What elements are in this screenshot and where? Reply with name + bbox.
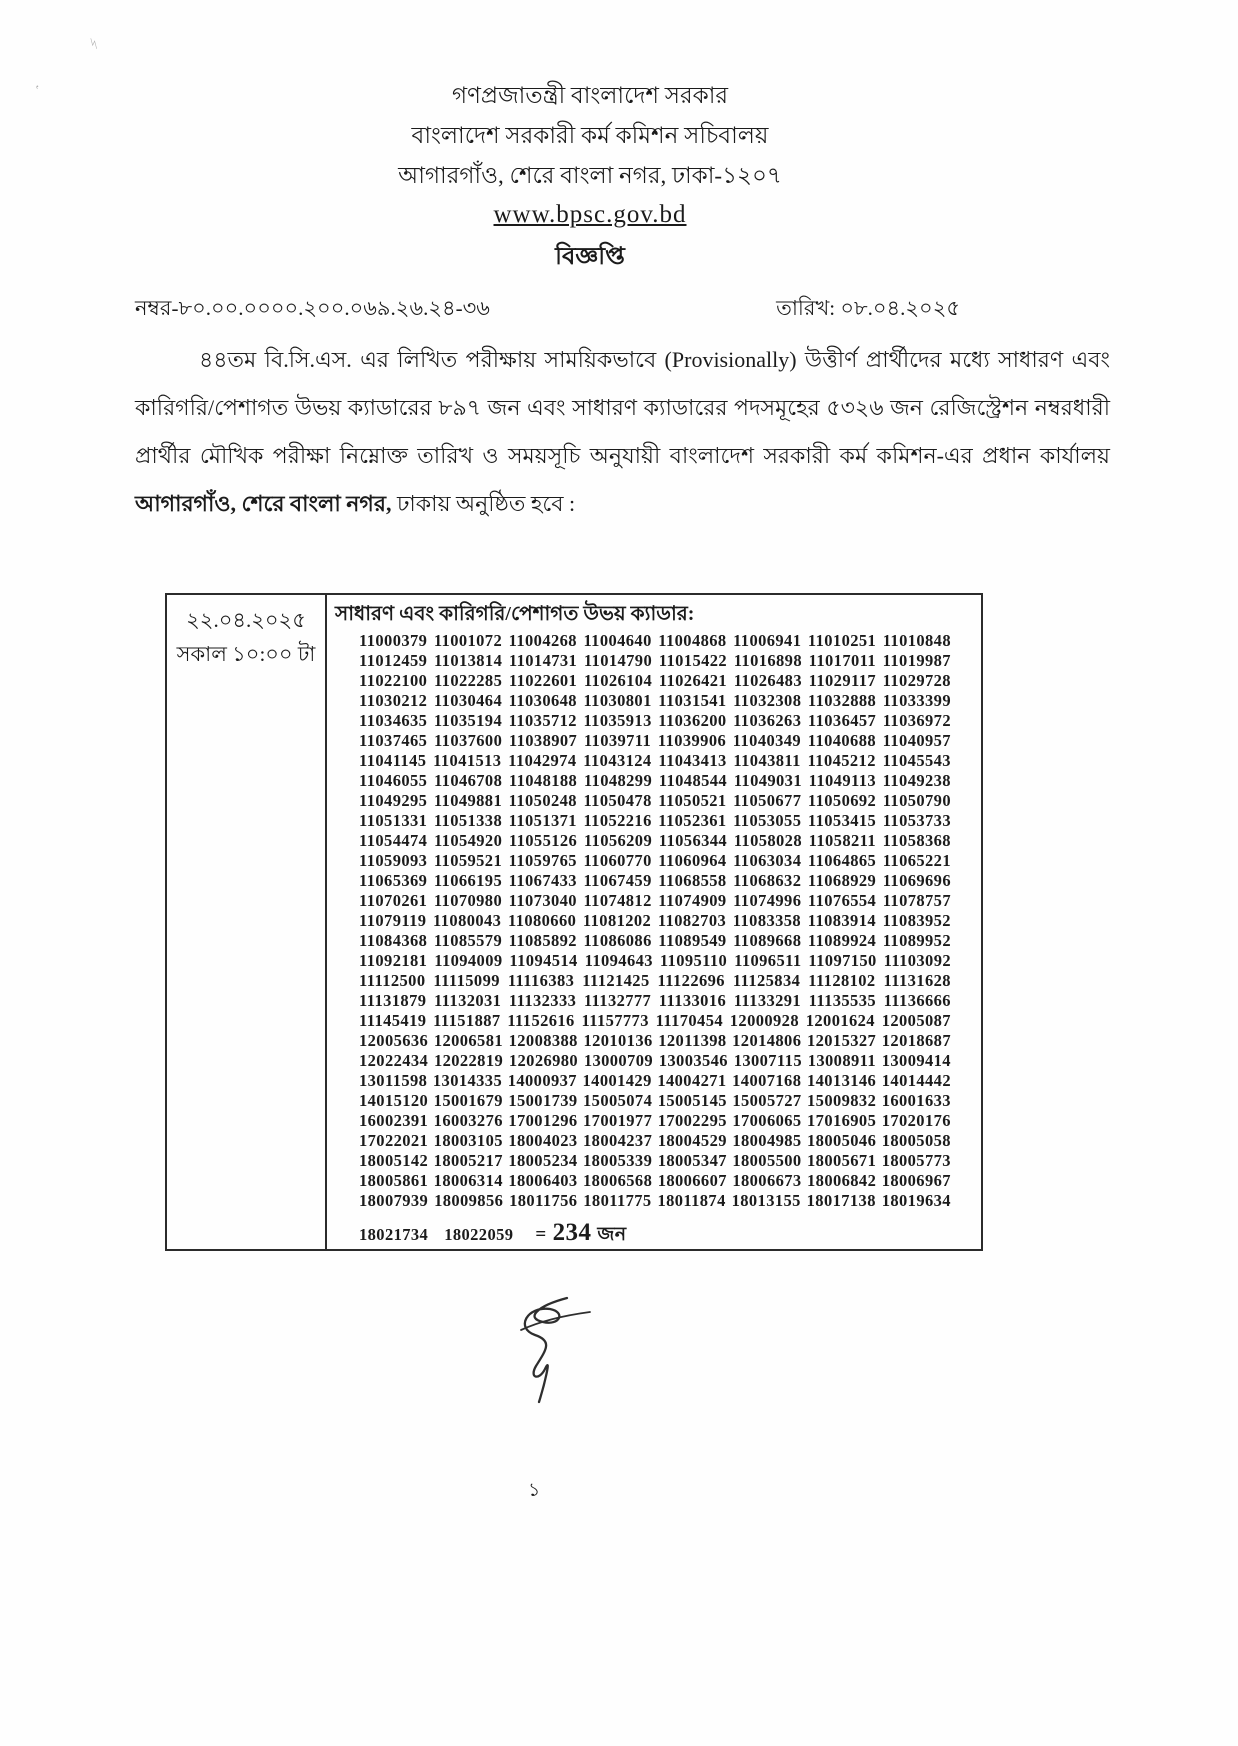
registration-number: 11068558	[658, 871, 727, 890]
pencil-mark: ᛋ	[88, 35, 100, 52]
registration-number: 11058028	[733, 831, 802, 850]
registration-number: 11069696	[882, 871, 951, 890]
registration-number: 11014790	[583, 651, 653, 670]
registration-number: 11070980	[433, 891, 503, 910]
registration-number: 11040349	[732, 731, 802, 750]
registration-number: 11012459	[359, 651, 428, 670]
registration-number: 18005861	[359, 1171, 429, 1190]
registration-number: 11065221	[882, 851, 951, 870]
registration-number: 11043124	[583, 751, 652, 770]
registration-number: 15001679	[433, 1091, 503, 1110]
registration-number: 11030212	[359, 691, 428, 710]
registration-number: 11068632	[733, 871, 802, 890]
registration-number: 11078757	[882, 891, 951, 910]
registration-number: 11080660	[507, 911, 577, 930]
signature-scribble	[505, 1288, 595, 1413]
registration-number: 14015120	[359, 1091, 429, 1110]
registration-row	[359, 971, 951, 991]
registration-number: 11060964	[658, 851, 727, 870]
registration-number: 11085892	[508, 931, 577, 950]
registration-number: 11145419	[359, 1011, 427, 1030]
registration-number: 11089952	[882, 931, 951, 950]
registration-number: 11010251	[807, 631, 877, 650]
registration-number: 12014806	[732, 1031, 802, 1050]
registration-number: 11030648	[508, 691, 577, 710]
registration-number: 11066195	[433, 871, 503, 890]
registration-number: 11036200	[658, 711, 727, 730]
registration-number: 17020176	[881, 1111, 951, 1130]
registration-number: 18004023	[508, 1131, 578, 1150]
registration-number: 11157773	[581, 1011, 649, 1030]
registration-number: 11004268	[508, 631, 577, 650]
registration-number: 11050248	[508, 791, 577, 810]
exam-date: ২২.০৪.২০২৫	[186, 608, 306, 632]
registration-number: 15005727	[732, 1091, 802, 1110]
registration-number: 18011756	[509, 1191, 578, 1210]
registration-number: 18009856	[434, 1191, 504, 1210]
registration-number: 11040957	[882, 731, 951, 750]
registration-number: 11128102	[808, 971, 876, 990]
registration-number: 17002295	[657, 1111, 727, 1130]
registration-number: 11059093	[359, 851, 428, 870]
registration-row	[359, 1091, 951, 1111]
registration-number: 12005636	[359, 1031, 429, 1050]
registration-number: 12006581	[433, 1031, 504, 1050]
registration-number: 11026483	[733, 671, 802, 690]
registration-number: 11060770	[583, 851, 652, 870]
registration-number: 11029728	[882, 671, 951, 690]
registration-number: 18004237	[583, 1131, 653, 1150]
registration-number: 13007115	[733, 1051, 802, 1070]
registration-number: 11046708	[433, 771, 503, 790]
registration-number: 18004985	[732, 1131, 802, 1150]
registration-number: 12018687	[881, 1031, 951, 1050]
website-text: www.bpsc.gov.bd	[493, 201, 687, 228]
registration-number: 12005087	[881, 1011, 951, 1030]
registration-number: 18006403	[508, 1171, 578, 1190]
registration-row	[359, 731, 951, 751]
registration-number: 11052216	[583, 811, 652, 830]
registration-number: 11082703	[657, 911, 727, 930]
registration-number: 14004271	[657, 1071, 727, 1090]
registration-number: 18006673	[732, 1171, 802, 1190]
registration-number: 11092181	[359, 951, 428, 970]
registration-number: 11032308	[733, 691, 802, 710]
registration-number: 11089668	[733, 931, 802, 950]
registration-number: 11037600	[433, 731, 503, 750]
registration-number: 11051331	[359, 811, 428, 830]
registration-number: 18006967	[881, 1171, 951, 1190]
registration-number: 12015327	[806, 1031, 877, 1050]
registration-row	[359, 751, 951, 771]
registration-number: 11004868	[658, 631, 727, 650]
registration-number: 11132333	[508, 991, 577, 1010]
registration-number: 18022059	[444, 1225, 514, 1244]
registration-number: 11001072	[433, 631, 503, 650]
registration-number: 11152616	[507, 1011, 575, 1030]
registration-row-last	[359, 1219, 951, 1246]
registration-number: 11017011	[808, 651, 877, 670]
registration-number: 11026104	[583, 671, 653, 690]
registration-number: 11131879	[359, 991, 427, 1010]
registration-number: 18005234	[508, 1151, 578, 1170]
registration-number: 11051338	[433, 811, 503, 830]
registration-number: 11022285	[433, 671, 503, 690]
registration-number: 11014731	[508, 651, 578, 670]
registration-number: 14000937	[507, 1071, 577, 1090]
registration-number: 11048299	[583, 771, 653, 790]
registration-number: 11050478	[583, 791, 652, 810]
registration-row	[359, 991, 951, 1011]
registration-number: 11048544	[658, 771, 728, 790]
registration-number: 11050521	[658, 791, 727, 810]
registration-number: 11084368	[359, 931, 428, 950]
registration-number: 11049295	[359, 791, 428, 810]
total-count: = 234 জন	[535, 1219, 627, 1246]
registration-number: 12008388	[508, 1031, 578, 1050]
registration-number: 18005217	[433, 1151, 503, 1170]
registration-number: 13008911	[807, 1051, 877, 1070]
body-paragraph	[135, 336, 1110, 528]
notice-title: বিজ্ঞপ্তি	[555, 244, 625, 270]
registration-number: 18004529	[657, 1131, 727, 1150]
registration-number: 16003276	[433, 1111, 503, 1130]
registration-number: 14014442	[881, 1071, 951, 1090]
registration-number: 18006314	[433, 1171, 503, 1190]
registration-number: 18005058	[881, 1131, 951, 1150]
registration-number: 17001296	[508, 1111, 578, 1130]
registration-number: 11170454	[655, 1011, 724, 1030]
registration-number: 11049238	[882, 771, 951, 790]
registration-number: 11054474	[359, 831, 428, 850]
registration-number: 11022100	[359, 671, 428, 690]
registration-number: 11074909	[658, 891, 727, 910]
registration-number: 11068929	[807, 871, 877, 890]
registration-row	[359, 931, 951, 951]
registration-number: 11112500	[359, 971, 426, 990]
registration-number: 11133291	[733, 991, 802, 1010]
registration-row	[359, 851, 951, 871]
registration-number: 11059765	[508, 851, 577, 870]
registration-number: 12022819	[433, 1051, 504, 1070]
registration-number: 14013146	[806, 1071, 877, 1090]
registration-number: 11043413	[658, 751, 727, 770]
registration-number: 11030464	[433, 691, 503, 710]
registration-number: 11056209	[583, 831, 653, 850]
registration-row	[359, 1031, 951, 1051]
exam-time: সকাল ১০:০০ টা	[176, 642, 316, 666]
registration-number: 11051371	[508, 811, 577, 830]
registration-number: 11016898	[733, 651, 802, 670]
registration-number: 11039711	[583, 731, 652, 750]
registration-number: 11038907	[508, 731, 578, 750]
registration-number: 15005145	[657, 1091, 727, 1110]
registration-number: 18005046	[807, 1131, 877, 1150]
registration-number: 11042974	[508, 751, 577, 770]
registration-number: 12026980	[508, 1051, 579, 1070]
registration-row	[359, 1151, 951, 1171]
registration-number: 11097150	[808, 951, 877, 970]
registration-number: 11055126	[508, 831, 578, 850]
cadre-cell	[327, 595, 981, 1249]
issue-date: তারিখ: ০৮.০৪.২০২৫	[776, 296, 960, 320]
registration-number: 11115099	[433, 971, 500, 990]
registration-number: 18005339	[583, 1151, 653, 1170]
registration-number: 18021734	[359, 1225, 429, 1244]
registration-number: 11041513	[433, 751, 502, 770]
registration-number: 11094009	[434, 951, 503, 970]
registration-number: 11036972	[882, 711, 951, 730]
schedule-table	[165, 593, 983, 1251]
registration-number: 11136666	[883, 991, 951, 1010]
registration-number: 12010136	[583, 1031, 653, 1050]
registration-number: 11065369	[359, 871, 428, 890]
registration-number: 15009832	[807, 1091, 877, 1110]
registration-number: 18005500	[732, 1151, 802, 1170]
registration-number: 11045543	[882, 751, 951, 770]
registration-number: 18005142	[359, 1151, 429, 1170]
registration-number: 11058368	[882, 831, 951, 850]
registration-row	[359, 691, 951, 711]
registration-number: 11034635	[359, 711, 428, 730]
registration-number: 11010848	[882, 631, 951, 650]
registration-number: 13009414	[881, 1051, 951, 1070]
registration-number: 11095110	[659, 951, 728, 970]
registration-row	[359, 1131, 951, 1151]
cadre-header: সাধারণ এবং কারিগরি/পেশাগত উভয় ক্যাডার:	[335, 603, 695, 625]
registration-number: 11030801	[583, 691, 652, 710]
registration-number: 11076554	[807, 891, 877, 910]
registration-number: 17022021	[359, 1131, 429, 1150]
registration-number: 11151887	[433, 1011, 501, 1030]
registration-number: 11083914	[807, 911, 877, 930]
registration-number: 11094514	[509, 951, 578, 970]
paragraph-bold-location: আগারগাঁও, শেরে বাংলা নগর,	[135, 491, 392, 516]
registration-number: 11081202	[582, 911, 652, 930]
registration-number: 13003546	[658, 1051, 728, 1070]
registration-number: 12022434	[359, 1051, 429, 1070]
org-address-line: আগারগাঁও, শেরে বাংলা নগর, ঢাকা-১২০৭	[398, 163, 782, 188]
registration-number: 14001429	[582, 1071, 652, 1090]
registration-number: 15001739	[508, 1091, 578, 1110]
registration-number: 11045212	[807, 751, 876, 770]
registration-number: 11053415	[807, 811, 877, 830]
registration-number: 11085579	[433, 931, 503, 950]
registration-number: 11000379	[359, 631, 428, 650]
registration-number: 11133016	[658, 991, 727, 1010]
paragraph-tail: ঢাকায় অনুষ্ঠিত হবে :	[391, 491, 576, 516]
registration-number: 11049113	[808, 771, 877, 790]
registration-number: 11089549	[658, 931, 727, 950]
registration-number: 11053733	[882, 811, 951, 830]
registration-number: 11125834	[732, 971, 801, 990]
registration-number: 11039906	[657, 731, 727, 750]
registration-row	[359, 831, 951, 851]
registration-number: 11064865	[807, 851, 877, 870]
registration-number: 16002391	[359, 1111, 429, 1130]
registration-number: 17001977	[583, 1111, 653, 1130]
registration-number: 11089924	[807, 931, 877, 950]
registration-row	[359, 791, 951, 811]
registration-number: 15005074	[583, 1091, 653, 1110]
registration-number: 18017138	[806, 1191, 876, 1210]
registration-number: 11074996	[733, 891, 802, 910]
registration-number: 18013155	[731, 1191, 801, 1210]
registration-number: 11036457	[807, 711, 877, 730]
registration-grid	[359, 631, 951, 1245]
registration-number: 11080043	[433, 911, 502, 930]
registration-number: 11029117	[808, 671, 877, 690]
registration-row	[359, 1111, 951, 1131]
registration-number: 11006941	[733, 631, 802, 650]
pencil-mark: ʽ	[31, 81, 41, 98]
registration-number: 14007168	[732, 1071, 802, 1090]
registration-number: 11054920	[433, 831, 503, 850]
registration-row	[359, 1011, 951, 1031]
registration-number: 11096511	[734, 951, 802, 970]
registration-number: 11135535	[808, 991, 877, 1010]
registration-number: 17006065	[732, 1111, 802, 1130]
registration-number: 11131628	[883, 971, 951, 990]
registration-number: 18019634	[881, 1191, 951, 1210]
registration-number: 11050790	[882, 791, 951, 810]
registration-number: 18007939	[359, 1191, 429, 1210]
registration-number: 11015422	[658, 651, 728, 670]
registration-number: 11063034	[733, 851, 802, 870]
registration-row	[359, 671, 951, 691]
registration-number: 12001624	[805, 1011, 875, 1030]
registration-number: 11121425	[582, 971, 650, 990]
registration-number: 11050677	[733, 791, 802, 810]
registration-number: 11043811	[733, 751, 801, 770]
registration-number: 11032888	[807, 691, 877, 710]
letterhead	[0, 76, 1180, 278]
registration-number: 11052361	[658, 811, 727, 830]
registration-row	[359, 651, 951, 671]
registration-number: 11004640	[583, 631, 652, 650]
registration-number: 11132031	[433, 991, 502, 1010]
reference-row	[135, 292, 960, 327]
registration-number: 11056344	[658, 831, 728, 850]
registration-number: 11053055	[733, 811, 802, 830]
registration-number: 11035194	[433, 711, 503, 730]
registration-number: 18005773	[881, 1151, 951, 1170]
page-number: ১	[528, 1480, 541, 1501]
registration-row	[359, 951, 951, 971]
registration-number: 11041145	[359, 751, 427, 770]
org-name-line1: গণপ্রজাতন্ত্রী বাংলাদেশ সরকার	[451, 83, 729, 108]
registration-row	[359, 1071, 951, 1091]
registration-row	[359, 891, 951, 911]
registration-number: 11049881	[433, 791, 503, 810]
registration-number: 11132777	[583, 991, 652, 1010]
registration-number: 11086086	[583, 931, 652, 950]
registration-number: 11036263	[733, 711, 802, 730]
registration-number: 11019987	[882, 651, 951, 670]
registration-number: 12011398	[658, 1031, 727, 1050]
registration-row	[359, 771, 951, 791]
registration-number: 18005347	[657, 1151, 727, 1170]
registration-number: 11079119	[359, 911, 427, 930]
registration-number: 12000928	[729, 1011, 799, 1030]
registration-row	[359, 711, 951, 731]
registration-number: 11050692	[807, 791, 877, 810]
registration-number: 18005671	[807, 1151, 877, 1170]
registration-number: 11040688	[807, 731, 877, 750]
registration-row	[359, 1171, 951, 1191]
registration-number: 11031541	[658, 691, 727, 710]
registration-row	[359, 1191, 951, 1211]
registration-number: 11035712	[508, 711, 577, 730]
registration-row	[359, 1051, 951, 1071]
registration-number: 13014335	[432, 1071, 503, 1090]
registration-number: 11022601	[508, 671, 578, 690]
registration-number: 11073040	[508, 891, 577, 910]
registration-number: 11013814	[433, 651, 503, 670]
registration-number: 18006842	[807, 1171, 877, 1190]
registration-number: 11094643	[584, 951, 653, 970]
registration-row	[359, 631, 951, 651]
registration-number: 11048188	[508, 771, 578, 790]
paragraph-text: ৪৪তম বি.সি.এস. এর লিখিত পরীক্ষায় সাময়িকভাবে (Provisionally) উত্তীর্ণ প্রার্থীদের মধ্যে সাধারণ এবং কারিগরি/পেশাগত উভয় ক্যাডারের ৮৯৭ জন এবং সাধারণ ক্যাডারের পদসমূহের ৫৩২৬ জন রেজিস্ট্রেশন নম্বরধারী প্রার্থীর মৌখিক পরীক্ষা নিম্নোক্ত তারিখ ও সময়সূচি অনুযায়ী বাংলাদেশ সরকারী কর্ম কমিশন-এর প্রধান কার্যালয়	[135, 347, 1110, 468]
registration-row	[359, 811, 951, 831]
registration-number: 11083952	[882, 911, 951, 930]
registration-number: 16001633	[881, 1091, 951, 1110]
registration-number: 11037465	[359, 731, 428, 750]
registration-number: 11103092	[883, 951, 951, 970]
registration-row	[359, 911, 951, 931]
registration-number: 11116383	[507, 971, 575, 990]
registration-number: 11035913	[583, 711, 652, 730]
registration-number: 18011775	[583, 1191, 652, 1210]
registration-number: 11122696	[657, 971, 725, 990]
registration-row	[359, 871, 951, 891]
registration-number: 18006607	[657, 1171, 727, 1190]
registration-number: 11049031	[733, 771, 802, 790]
registration-number: 13011598	[359, 1071, 428, 1090]
exam-datetime-cell	[167, 595, 327, 1249]
registration-number: 11046055	[359, 771, 428, 790]
registration-number: 11070261	[359, 891, 428, 910]
registration-number: 17016905	[807, 1111, 877, 1130]
registration-number: 11083358	[732, 911, 802, 930]
registration-number: 18011874	[657, 1191, 726, 1210]
registration-number: 11058211	[808, 831, 877, 850]
registration-number: 11033399	[882, 691, 951, 710]
org-name-line2: বাংলাদেশ সরকারী কর্ম কমিশন সচিবালয়	[411, 123, 769, 148]
registration-number: 11026421	[658, 671, 728, 690]
registration-number: 11067433	[508, 871, 577, 890]
registration-number: 11074812	[583, 891, 652, 910]
registration-number: 18003105	[433, 1131, 503, 1150]
registration-number: 11059521	[433, 851, 503, 870]
registration-number: 11067459	[583, 871, 652, 890]
registration-number: 18006568	[583, 1171, 653, 1190]
memo-number: নম্বর-৮০.০০.০০০০.২০০.০৬৯.২৬.২৪-৩৬	[135, 296, 490, 320]
registration-number: 13000709	[583, 1051, 654, 1070]
